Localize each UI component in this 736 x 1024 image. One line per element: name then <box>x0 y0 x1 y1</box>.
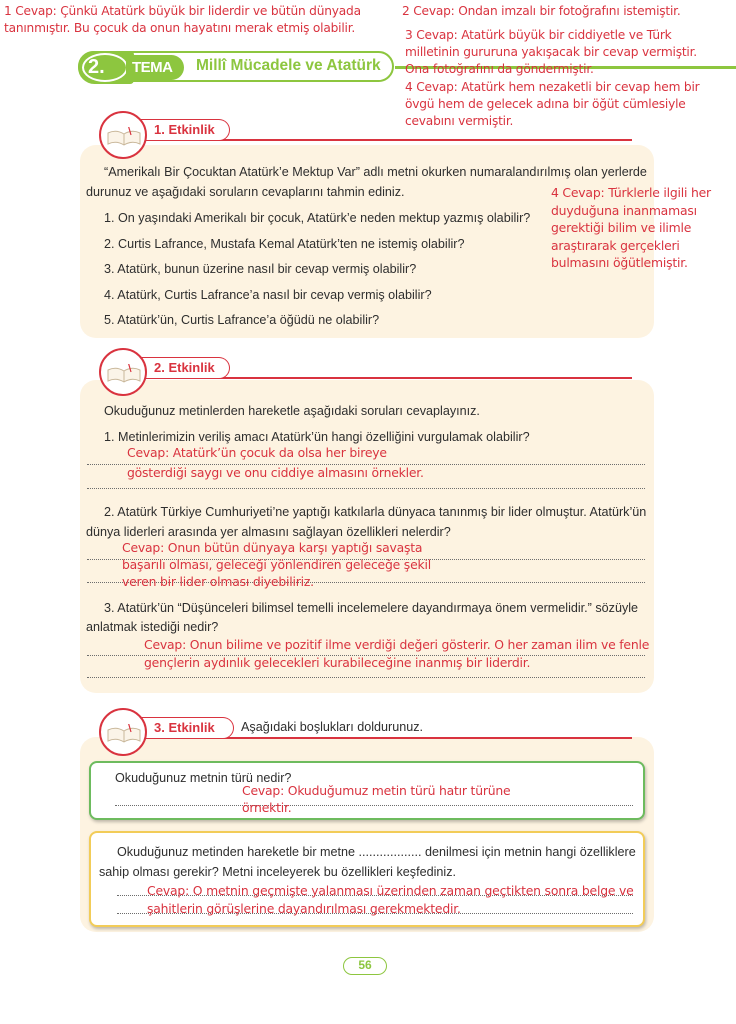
theme-number: 2. <box>88 56 105 78</box>
features-answer-line-2: şahitlerin görüşlerine dayandırılması gerekmektedir. <box>147 901 461 916</box>
activity-2-answer-1-line-2: gösterdiği saygı ve onu ciddiye almasını örnekler. <box>127 465 424 480</box>
side-answer-4-line-2: duyduğuna inanmaması <box>551 203 697 218</box>
answer-1-annotation-line-2: tanınmıştır. Bu çocuk da onun hayatını merak etmiş olabilir. <box>4 21 356 35</box>
side-answer-4-line-5: bulmasını öğütlemiştir. <box>551 255 688 270</box>
answer-line[interactable] <box>87 677 645 678</box>
theme-title: Millî Mücadele ve Atatürk <box>196 57 381 74</box>
activity-2-question-1: 1. Metinlerimizin veriliş amacı Atatürk’ün hangi özelliğini vurgulamak olabilir? <box>104 430 530 444</box>
answer-4-annotation-line-3: cevabını vermiştir. <box>405 114 514 128</box>
theme-tag-label: TEMA <box>132 59 173 76</box>
activity-2-answer-2-line-1: Cevap: Onun bütün dünyaya karşı yaptığı savaşta <box>122 540 423 555</box>
genre-question: Okuduğunuz metnin türü nedir? <box>115 771 292 785</box>
answer-line[interactable] <box>87 488 645 489</box>
genre-answer-line-2: örnektir. <box>242 800 292 815</box>
answer-line[interactable] <box>115 805 633 806</box>
activity-3-label: 3. Etkinlik <box>154 720 215 735</box>
activity-2-answer-2-line-3: veren bir lider olması diyebiliriz. <box>122 574 314 589</box>
activity-3-instruction: Aşağıdaki boşlukları doldurunuz. <box>241 720 424 734</box>
answer-3-annotation-line-2: milletinin gururuna yakışacak bir cevap vermiştir. <box>405 45 697 59</box>
side-answer-4-line-1: 4 Cevap: Türklerle ilgili her <box>551 185 711 200</box>
page-number: 56 <box>343 957 387 975</box>
side-answer-4-line-3: gerektiği bilim ve ilimle <box>551 220 692 235</box>
activity-3-badge <box>99 708 147 756</box>
activity-2-rule <box>190 377 632 379</box>
activity-1-question-3: 3. Atatürk, bunun üzerine nasıl bir cevap vermiş olabilir? <box>104 262 417 276</box>
activity-2-answer-3-line-2: gençlerin aydınlık gelecekleri kurabileceğine inanmış bir liderdir. <box>144 655 531 670</box>
answer-2-annotation: 2 Cevap: Ondan imzalı bir fotoğrafını istemiştir. <box>402 4 681 18</box>
activity-1-question-5: 5. Atatürk’ün, Curtis Lafrance’a öğüdü ne olabilir? <box>104 313 380 327</box>
features-question-line-2: sahip olması gerekir? Metni inceleyerek bu özellikleri keşfediniz. <box>99 865 456 879</box>
genre-answer-line-1: Cevap: Okuduğumuz metin türü hatır türüne <box>242 783 511 798</box>
activity-3-rule <box>190 737 632 739</box>
answer-4-annotation-line-1: 4 Cevap: Atatürk hem nezaketli bir cevap hem bir <box>405 80 700 94</box>
activity-1-rule <box>190 139 632 141</box>
activity-1-question-1: 1. On yaşındaki Amerikalı bir çocuk, Atatürk’e neden mektup yazmış olabilir? <box>104 211 531 225</box>
activity-2-question-2-line-1: 2. Atatürk Türkiye Cumhuriyeti’ne yaptığı katkılarla dünyaca tanınmış bir lider olmuştur. Atatürk’ün <box>104 505 647 519</box>
side-answer-4-line-4: araştırarak gerçekleri <box>551 238 680 253</box>
open-book-icon <box>107 127 141 147</box>
activity-2-question-3-line-1: 3. Atatürk’ün “Düşünceleri bilimsel temelli incelemelere dayandırmaya önem vermelidir.” sözüyle <box>104 601 639 615</box>
theme-banner <box>78 51 396 84</box>
activity-1-intro-line-2: durunuz ve aşağıdaki soruların cevaplarını tahmin ediniz. <box>86 185 405 199</box>
answer-1-annotation-line-1: 1 Cevap: Çünkü Atatürk büyük bir liderdir ve bütün dünyada <box>4 4 361 18</box>
open-book-icon <box>107 364 141 384</box>
activity-2-answer-1-line-1: Cevap: Atatürk’ün çocuk da olsa her bireye <box>127 445 387 460</box>
activity-1-question-2: 2. Curtis Lafrance, Mustafa Kemal Atatürk’ten ne istemiş olabilir? <box>104 237 465 251</box>
activity-1-question-4: 4. Atatürk, Curtis Lafrance’a nasıl bir cevap vermiş olabilir? <box>104 288 432 302</box>
theme-tag <box>126 55 184 80</box>
answer-3-annotation-line-1: 3 Cevap: Atatürk büyük bir ciddiyetle ve Türk <box>405 28 672 42</box>
features-answer-line-1: Cevap: O metnin geçmişte yalanması üzerinden zaman geçtikten sonra belge ve <box>147 883 634 898</box>
activity-2-question-3-line-2: anlatmak istediği nedir? <box>86 620 219 634</box>
activity-2-answer-3-line-1: Cevap: Onun bilime ve pozitif ilme verdiği değeri gösterir. O her zaman ilim ve fenle <box>144 637 650 652</box>
answer-4-annotation-line-2: övgü hem de gelecek adına bir öğüt cümlesiyle <box>405 97 686 111</box>
activity-2-answer-2-line-2: başarılı olması, geleceği yönlendiren geleceğe şekil <box>122 557 431 572</box>
activity-2-intro: Okuduğunuz metinlerden hareketle aşağıdaki soruları cevaplayınız. <box>104 404 480 418</box>
activity-1-label: 1. Etkinlik <box>154 122 215 137</box>
activity-2-question-2-line-2: dünya liderleri arasında yer almasını sağlayan özellikleri nelerdir? <box>86 525 451 539</box>
activity-2-label: 2. Etkinlik <box>154 360 215 375</box>
answer-3-annotation-line-3: Ona fotoğrafını da göndermiştir. <box>405 62 594 76</box>
activity-1-badge <box>99 111 147 159</box>
activity-2-badge <box>99 348 147 396</box>
features-question-line-1: Okuduğunuz metinden hareketle bir metne .................. denilmesi için metnin hangi özelliklere <box>117 845 636 859</box>
activity-1-intro-line-1: “Amerikalı Bir Çocuktan Atatürk’e Mektup Var” adlı metni okurken numaralandırılmış olan yerlerde <box>104 165 647 179</box>
activity-3-label-tab <box>132 717 234 739</box>
open-book-icon <box>107 724 141 744</box>
